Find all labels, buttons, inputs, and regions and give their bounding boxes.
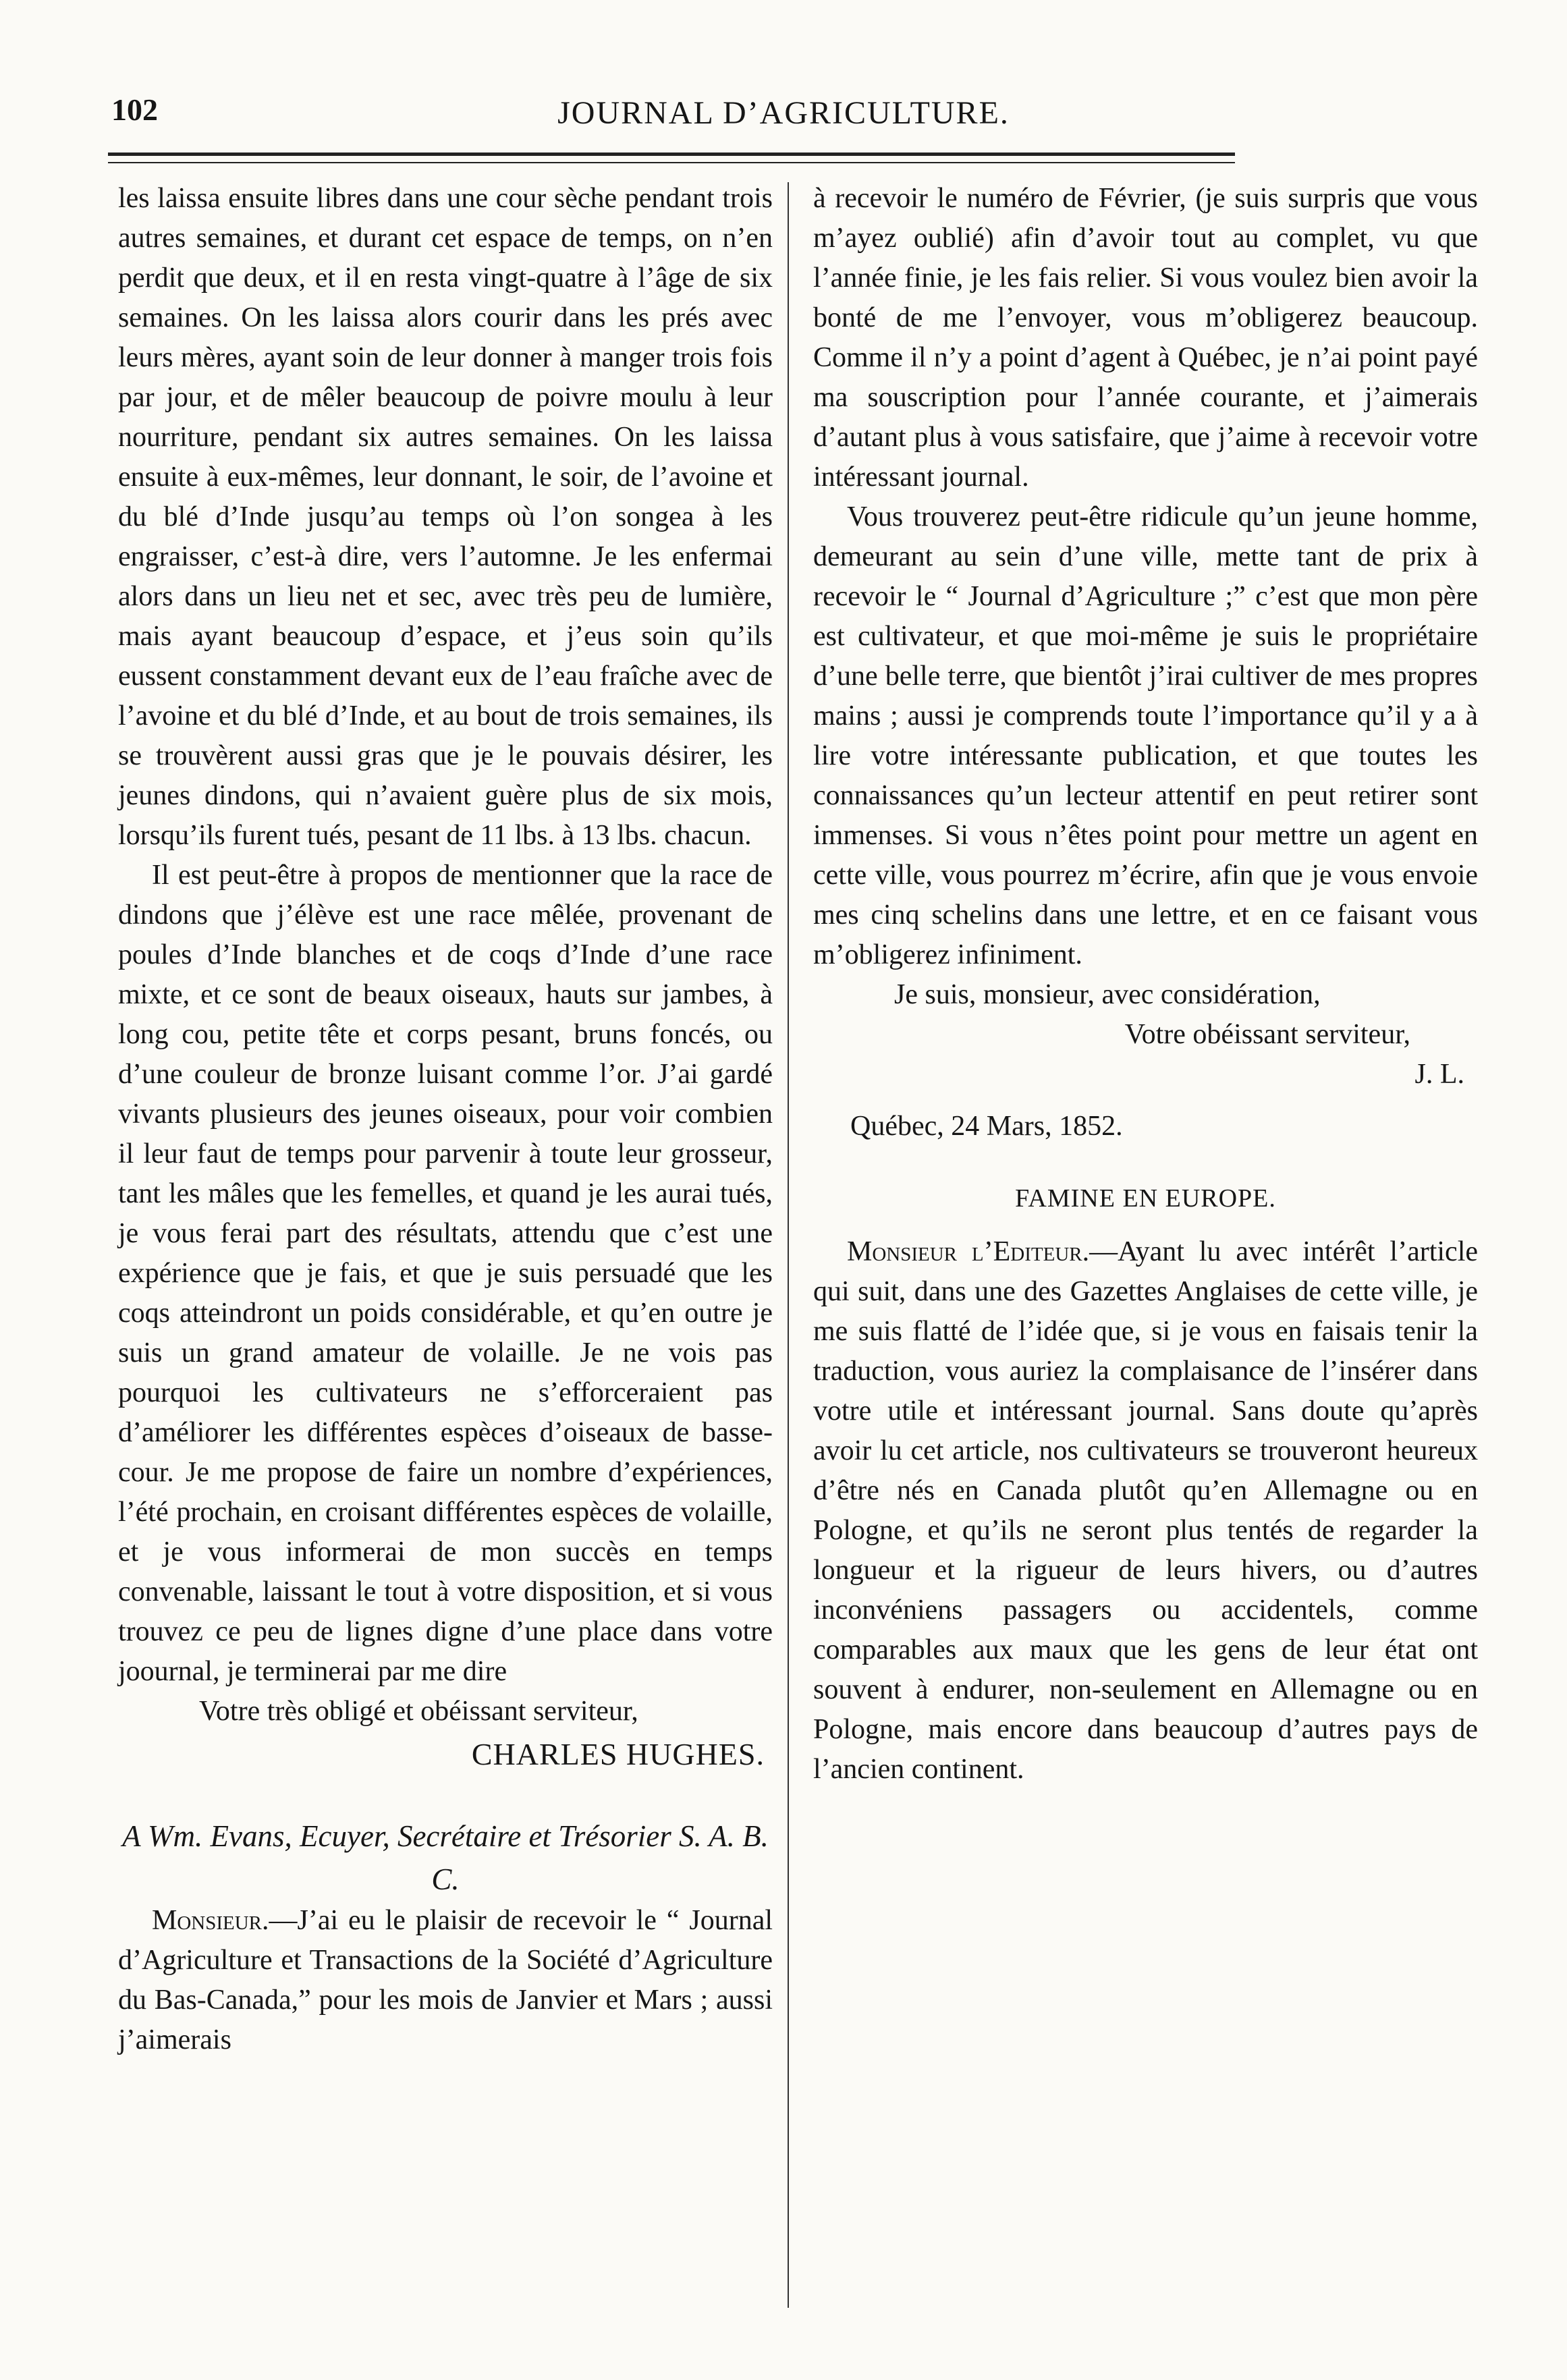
signature-initials: J. L. [1414,1059,1464,1090]
left-column [118,179,773,2060]
turkey-paragraph-2: Il est peut-être à propos de mentionner que la race de dindons que j’élève est une race mêlée, provenant de poules d’Inde blanches et de coqs d’Inde d’une race mixte, et ce sont de beaux oiseaux, hauts sur jambes, à long cou, petite tête et corps pesant, bruns foncés, ou d’une couleur de bronze luisant comme l’or. J’ai gardé vivants plusieurs des jeunes oiseaux, pour voir combien il leur faut de temps pour parvenir à toute leur grosseur, tant les mâles que les femelles, et quand je les aurai tués, je vous ferai part des résultats, attendu que c’est une expérience que je fais, et que je suis persuadé que les coqs atteindront un poids considérable, et qu’en outre je suis un grand amateur de volaille. Je ne vois pas pourquoi les cultivateurs ne s’efforceraient pas d’améliorer les différentes espèces d’oiseaux de basse-cour. Je me propose de faire un nombre d’expériences, l’été prochain, en croisant différentes espèces de volaille, et je vous informerai de mon succès en temps convenable, laissant le tout à votre disposition, et si vous trouvez ce peu de lignes digne d’une place dans votre joournal, je terminerai par me dire [118,860,773,1687]
letter-opening [118,1901,773,2060]
letter-closing-jl: Je suis, monsieur, avec considération, [894,979,1321,1010]
section-title-famine: FAMINE EN EUROPE. [1015,1184,1276,1213]
right-column [813,179,1478,1790]
letter-continuation: à recevoir le numéro de Février, (je suis surpris que vous m’ayez oublié) afin d’avoir tout au complet, vu que l’année finie, je les fais relier. Si vous voulez bien avoir la bonté de me l’envoyer, vous m’obligerez beaucoup. Comme il n’y a point d’agent à Québec, je n’ai point payé ma souscription pour l’année courante, et j’aimerais d’autant plus à vous satisfaire, que j’aime à recevoir votre intéressant journal. [813,183,1478,493]
signature-charles-hughes: CHARLES HUGHES. [471,1737,765,1771]
letter-address: A Wm. Evans, Ecuyer, Secrétaire et Trésorier S. A. B. C. [122,1819,769,1896]
editor-salutation: Monsieur l’Editeur. [847,1236,1090,1267]
turkey-paragraph-1: les laissa ensuite libres dans une cour sèche pendant trois autres semaines, et durant cet espace de temps, on n’en perdit que deux, et il en resta vingt-quatre à l’âge de six semaines. On les laissa alors courir dans les prés avec leurs mères, ayant soin de leur donner à manger trois fois par jour, et de mêler beaucoup de poivre moulu à leur nourriture, pendant six autres semaines. On les laissa ensuite à eux-mêmes, leur donnant, le soir, de l’avoine et du blé d’Inde jusqu’au temps où l’on songea à les engraisser, c’est-à dire, vers l’automne. Je les enfermai alors dans un lieu net et sec, avec très peu de lumière, mais ayant beaucoup d’espace, et j’eus soin qu’ils eussent constamment devant eux de l’eau fraîche avec de l’avoine et du blé d’Inde, et au bout de trois semaines, ils se trouvèrent aussi gras que je le pouvais désirer, les jeunes dindons, qui n’avaient guère plus de six mois, lorsqu’ils furent tués, pesant de 11 lbs. à 13 lbs. chacun. [118,183,773,851]
famine-paragraph-text: —Ayant lu avec intérêt l’article qui suit, dans une des Gazettes Anglaises de cette ville, je me suis flatté de l’idée que, si je vous en faisais tenir la traduction, vous auriez la complaisance de l’insérer dans votre utile et intéressant journal. Sans doute qu’après avoir lu cet article, nos cultivateurs se trouveront heureux d’être nés en Canada plutôt qu’en Allemagne ou en Pologne, et qu’ils ne seront plus tentés de regarder la longueur et la rigueur de leurs hivers, ou d’autres inconvéniens passagers ou accidentels, comme comparables aux maux que les gens de leur état ont souvent à endurer, non-seulement en Allemagne ou en Pologne, mais encore dans beaucoup d’autres pays de l’ancien continent. [813,1236,1479,1785]
letter-paragraph-2: Vous trouverez peut-être ridicule qu’un jeune homme, demeurant au sein d’une ville, mette tant de prix à recevoir le “ Journal d’Agriculture ;” c’est que mon père est cultivateur, et que moi-même je suis le propriétaire d’une belle terre, que bientôt j’irai cultiver de mes propres mains ; aussi je comprends toute l’importance qu’il y a à lire votre intéressante publication, et que toutes les connaissances qu’un lecteur attentif en peut retirer sont immenses. Si vous n’êtes point pour mettre un agent en cette ville, vous pourrez m’écrire, afin que je vous envoie mes cinq schelins dans une lettre, et en ce faisant vous m’obligerez infiniment. [813,501,1478,970]
column-divider [788,182,789,2308]
journal-title: JOURNAL D’AGRICULTURE. [557,95,1010,131]
famine-paragraph [813,1232,1478,1790]
letter-servant-line: Votre obéissant serviteur, [1124,1019,1410,1050]
header-rule-thin [108,162,1235,163]
page-number: 102 [111,92,158,127]
place-date: Québec, 24 Mars, 1852. [850,1111,1123,1142]
letter-start-text: —J’ai eu le plaisir de recevoir le “ Journal d’Agriculture et Transactions de la Société d’Agriculture du Bas-Canada,” pour les mois de Janvier et Mars ; aussi j’aimerais [118,1905,773,2055]
letter-closing: Votre très obligé et obéissant serviteur, [199,1696,638,1727]
header-rule-thick [108,153,1235,156]
letter-salutation: Monsieur. [152,1905,269,1936]
